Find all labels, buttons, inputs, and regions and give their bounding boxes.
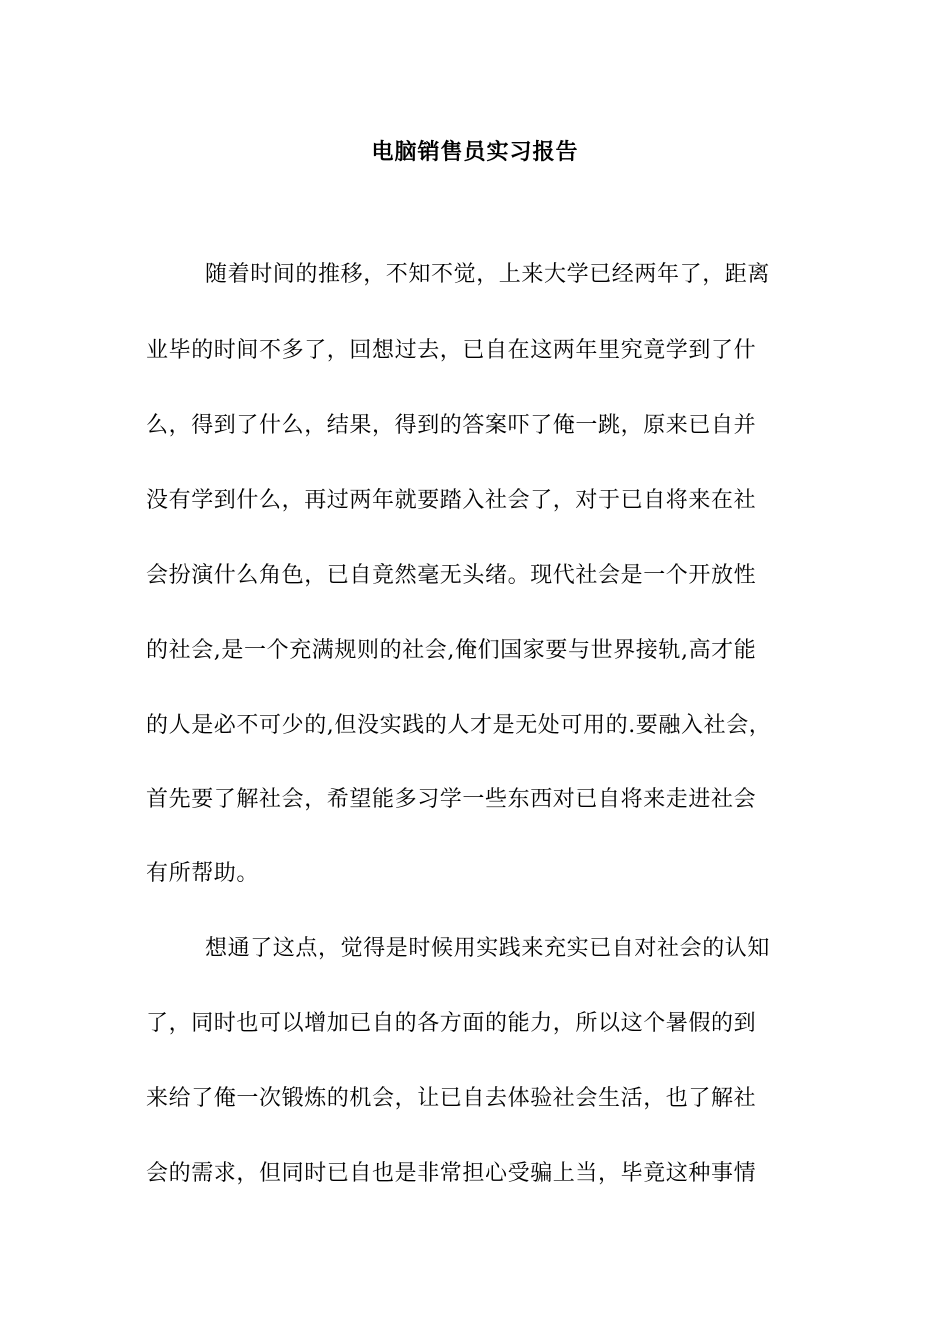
paragraph-1-line-3: 么，得到了什么，结果，得到的答案吓了俺一跳，原来已自并	[146, 413, 757, 438]
paragraph-1-line-8: 首先要了解社会，希望能多习学一些东西对已自将来走进社会	[146, 787, 757, 812]
paragraph-2-line-1: 想通了这点，觉得是时候用实践来充实已自对社会的认知	[205, 936, 771, 961]
paragraph-1-line-6: 的社会,是一个充满规则的社会,俺们国家要与世界接轨,高才能	[146, 638, 757, 663]
paragraph-1-line-4: 没有学到什么，再过两年就要踏入社会了，对于已自将来在社	[146, 488, 757, 513]
document-title: 电脑销售员实习报告	[371, 139, 579, 165]
paragraph-1-line-5: 会扮演什么角色，已自竟然毫无头绪。现代社会是一个开放性	[146, 563, 757, 588]
paragraph-1-line-7: 的人是必不可少的,但没实践的人才是无处可用的.要融入社会，	[146, 713, 772, 738]
paragraph-1-line-9: 有所帮助。	[146, 861, 260, 886]
paragraph-2-line-2: 了，同时也可以增加已自的各方面的能力，所以这个暑假的到	[146, 1011, 757, 1036]
paragraph-1-line-1: 随着时间的推移，不知不觉，上来大学已经两年了，距离	[205, 262, 771, 287]
paragraph-2-line-3: 来给了俺一次锻炼的机会，让已自去体验社会生活，也了解社	[146, 1086, 757, 1111]
paragraph-1-line-2: 业毕的时间不多了，回想过去，已自在这两年里究竟学到了什	[146, 338, 757, 363]
paragraph-2-line-4: 会的需求，但同时已自也是非常担心受骗上当，毕竟这种事情	[146, 1161, 757, 1186]
